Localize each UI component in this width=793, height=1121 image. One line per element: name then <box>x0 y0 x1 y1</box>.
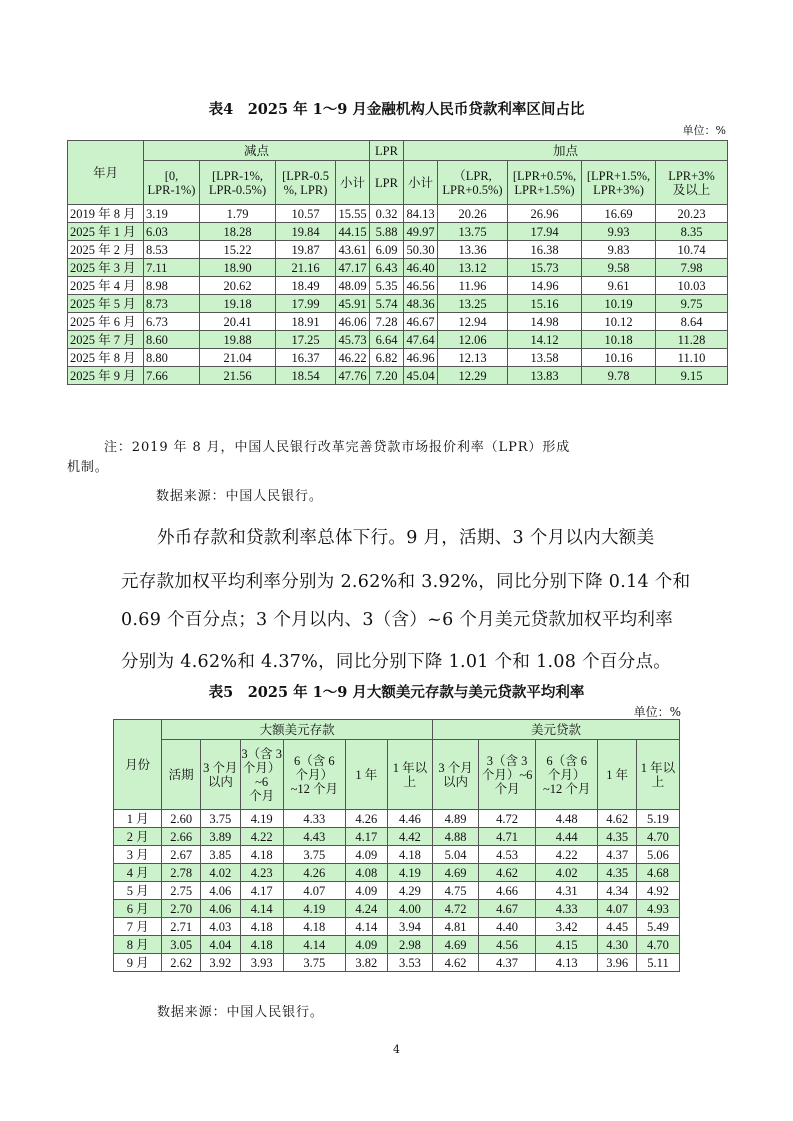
table5-cell: 4.09 <box>345 882 387 900</box>
table4-note-line2: 机制。 <box>67 460 109 475</box>
table-row <box>114 810 680 828</box>
table4-cell: 49.97 <box>404 223 438 241</box>
table5-cell: 2.60 <box>162 810 201 828</box>
table4-cell: 13.58 <box>508 349 582 367</box>
paragraph-line4: 分别为 4.62%和 4.37%，同比分别下降 1.01 个和 1.08 个百分点。 <box>121 652 672 672</box>
table4-cell: 47.17 <box>336 259 370 277</box>
table4-cell: 15.55 <box>336 205 370 223</box>
table5-cell: 4.69 <box>432 864 478 882</box>
table4-cell: 46.56 <box>404 277 438 295</box>
table4-cell: 6.03 <box>144 223 200 241</box>
table4-cell: 18.28 <box>200 223 276 241</box>
table4-cell: 19.18 <box>200 295 276 313</box>
table5-cell: 2.98 <box>387 936 432 954</box>
table5-cell: 4.18 <box>240 846 283 864</box>
table4-cell: 20.41 <box>200 313 276 331</box>
table5-cell: 4.70 <box>636 936 679 954</box>
table5-cell: 5.49 <box>636 918 679 936</box>
table4-cell: 45.91 <box>336 295 370 313</box>
table4-cell: 5.88 <box>370 223 404 241</box>
table4-cell: 0.32 <box>370 205 404 223</box>
table5-cell: 4.68 <box>636 864 679 882</box>
table4-cell: 46.96 <box>404 349 438 367</box>
table-row <box>68 331 728 349</box>
table4-cell: 7.28 <box>370 313 404 331</box>
table5-cell: 4.42 <box>387 828 432 846</box>
table5-cell: 4.92 <box>636 882 679 900</box>
table4-col-header: （LPR, LPR+0.5%) <box>438 161 508 205</box>
table4-cell: 43.61 <box>336 241 370 259</box>
table4-cell: 21.16 <box>276 259 336 277</box>
table5-loan-col-header: 1 年以 上 <box>636 740 679 810</box>
table4-col-header: 小计 <box>336 161 370 205</box>
table5-cell: 4.26 <box>345 810 387 828</box>
table5-cell: 4.89 <box>432 810 478 828</box>
table4-cell: 10.03 <box>656 277 728 295</box>
table4-cell: 9.78 <box>582 367 656 385</box>
table5-header-loan: 美元贷款 <box>432 720 679 740</box>
table4-cell: 45.73 <box>336 331 370 349</box>
table5-cell: 3.93 <box>240 954 283 972</box>
table4-cell: 14.12 <box>508 331 582 349</box>
table5-cell: 2.67 <box>162 846 201 864</box>
table5-cell: 4.31 <box>536 882 598 900</box>
table4-cell: 6.82 <box>370 349 404 367</box>
table5-cell: 4.72 <box>432 900 478 918</box>
table5-cell: 2.71 <box>162 918 201 936</box>
table5-cell: 4.23 <box>240 864 283 882</box>
table5-cell: 4.62 <box>432 954 478 972</box>
table4-cell: 8.64 <box>656 313 728 331</box>
table5-cell: 4.07 <box>283 882 345 900</box>
table5-cell: 3.75 <box>283 954 345 972</box>
table4-cell: 17.25 <box>276 331 336 349</box>
table5-deposit-col-header: 6（含 6 个月） ~12 个月 <box>283 740 345 810</box>
table5-cell: 4.09 <box>345 846 387 864</box>
table5-cell: 4.33 <box>283 810 345 828</box>
table5-header-deposit: 大额美元存款 <box>162 720 433 740</box>
table4-cell: 6.73 <box>144 313 200 331</box>
table5-cell: 4.14 <box>345 918 387 936</box>
table5-cell: 4.00 <box>387 900 432 918</box>
table5-row-month: 1 月 <box>114 810 162 828</box>
table-row <box>114 900 680 918</box>
table4-cell: 7.66 <box>144 367 200 385</box>
paragraph-line1: 外币存款和贷款利率总体下行。9 月，活期、3 个月以内大额美 <box>157 528 655 548</box>
table5-deposit-col-header: 1 年 <box>345 740 387 810</box>
table5-cell: 2.62 <box>162 954 201 972</box>
table4-header-reduce: 减点 <box>144 141 370 161</box>
table5-loan-col-header: 1 年 <box>598 740 637 810</box>
table5-row-month: 4 月 <box>114 864 162 882</box>
table4-row-month: 2025 年 3 月 <box>68 259 144 277</box>
table5-cell: 4.53 <box>479 846 536 864</box>
table4-cell: 47.64 <box>404 331 438 349</box>
table5-cell: 4.62 <box>479 864 536 882</box>
table5-cell: 5.11 <box>636 954 679 972</box>
table5-cell: 3.53 <box>387 954 432 972</box>
table4-cell: 45.04 <box>404 367 438 385</box>
table4-cell: 7.98 <box>656 259 728 277</box>
table4-cell: 8.35 <box>656 223 728 241</box>
table4-row-month: 2025 年 1 月 <box>68 223 144 241</box>
table5-cell: 4.02 <box>536 864 598 882</box>
table4-cell: 6.64 <box>370 331 404 349</box>
table-row <box>114 918 680 936</box>
table-row <box>68 277 728 295</box>
table4-cell: 12.94 <box>438 313 508 331</box>
table5-cell: 4.18 <box>283 918 345 936</box>
table4-row-month: 2019 年 8 月 <box>68 205 144 223</box>
table4-cell: 9.15 <box>656 367 728 385</box>
table4-cell: 13.12 <box>438 259 508 277</box>
table5-loan-col-header: 6（含 6 个月） ~12 个月 <box>536 740 598 810</box>
table4-cell: 21.04 <box>200 349 276 367</box>
table5-cell: 4.40 <box>479 918 536 936</box>
table5-cell: 4.03 <box>200 918 240 936</box>
table4-cell: 48.09 <box>336 277 370 295</box>
table4-cell: 15.73 <box>508 259 582 277</box>
table4-col-header: [LPR+0.5%, LPR+1.5%) <box>508 161 582 205</box>
table4-row-month: 2025 年 6 月 <box>68 313 144 331</box>
table5-cell: 3.85 <box>200 846 240 864</box>
table4-cell: 9.83 <box>582 241 656 259</box>
table5-cell: 4.14 <box>283 936 345 954</box>
table5-cell: 2.78 <box>162 864 201 882</box>
table4-header-month: 年月 <box>68 141 144 205</box>
table4-cell: 11.96 <box>438 277 508 295</box>
table4-note-line1: 注：2019 年 8 月，中国人民银行改革完善贷款市场报价利率（LPR）形成 <box>104 440 571 455</box>
table4-cell: 3.19 <box>144 205 200 223</box>
table-row <box>68 367 728 385</box>
table5-cell: 4.22 <box>240 828 283 846</box>
table4-cell: 7.20 <box>370 367 404 385</box>
table5-row-month: 5 月 <box>114 882 162 900</box>
table5-cell: 2.70 <box>162 900 201 918</box>
table5-cell: 4.43 <box>283 828 345 846</box>
table4-cell: 15.22 <box>200 241 276 259</box>
table4 <box>67 140 728 385</box>
table4-cell: 12.06 <box>438 331 508 349</box>
table5-cell: 4.30 <box>598 936 637 954</box>
table-row <box>114 846 680 864</box>
table5-row-month: 8 月 <box>114 936 162 954</box>
table4-col-header: [0, LPR-1%) <box>144 161 200 205</box>
table5-row-month: 6 月 <box>114 900 162 918</box>
page-number: 4 <box>393 1043 400 1056</box>
table5-cell: 4.37 <box>598 846 637 864</box>
table-row <box>68 259 728 277</box>
table5-cell: 4.37 <box>479 954 536 972</box>
table4-cell: 12.29 <box>438 367 508 385</box>
table5-cell: 5.19 <box>636 810 679 828</box>
table4-cell: 20.62 <box>200 277 276 295</box>
table5-cell: 4.02 <box>200 864 240 882</box>
table4-col-header: 小计 <box>404 161 438 205</box>
table5 <box>113 719 680 972</box>
table5-cell: 3.89 <box>200 828 240 846</box>
table5-cell: 4.34 <box>598 882 637 900</box>
table5-cell: 4.35 <box>598 864 637 882</box>
table4-cell: 18.90 <box>200 259 276 277</box>
table5-row-month: 2 月 <box>114 828 162 846</box>
table4-cell: 9.58 <box>582 259 656 277</box>
table4-row-month: 2025 年 5 月 <box>68 295 144 313</box>
table-row <box>114 882 680 900</box>
table5-cell: 4.08 <box>345 864 387 882</box>
table5-row-month: 3 月 <box>114 846 162 864</box>
table4-row-month: 2025 年 2 月 <box>68 241 144 259</box>
table4-cell: 21.56 <box>200 367 276 385</box>
table-row <box>68 313 728 331</box>
table4-cell: 8.73 <box>144 295 200 313</box>
table5-cell: 2.66 <box>162 828 201 846</box>
table4-cell: 9.61 <box>582 277 656 295</box>
table4-cell: 19.84 <box>276 223 336 241</box>
table5-cell: 4.69 <box>432 936 478 954</box>
table-row <box>114 828 680 846</box>
table5-cell: 3.82 <box>345 954 387 972</box>
table4-cell: 10.12 <box>582 313 656 331</box>
table5-cell: 4.46 <box>387 810 432 828</box>
table5-cell: 4.67 <box>479 900 536 918</box>
table5-cell: 4.13 <box>536 954 598 972</box>
table5-deposit-col-header: 1 年以 上 <box>387 740 432 810</box>
table5-cell: 4.81 <box>432 918 478 936</box>
table5-cell: 4.35 <box>598 828 637 846</box>
table4-cell: 14.98 <box>508 313 582 331</box>
table5-cell: 3.42 <box>536 918 598 936</box>
table5-cell: 3.75 <box>283 846 345 864</box>
table5-cell: 4.24 <box>345 900 387 918</box>
table4-cell: 10.19 <box>582 295 656 313</box>
table-row <box>68 241 728 259</box>
table4-cell: 10.74 <box>656 241 728 259</box>
table4-cell: 18.54 <box>276 367 336 385</box>
table5-cell: 5.04 <box>432 846 478 864</box>
table4-cell: 13.83 <box>508 367 582 385</box>
table5-cell: 4.17 <box>345 828 387 846</box>
table4-col-header: LPR <box>370 161 404 205</box>
table-row <box>68 223 728 241</box>
table4-cell: 50.30 <box>404 241 438 259</box>
table4-cell: 10.18 <box>582 331 656 349</box>
table5-cell: 4.04 <box>200 936 240 954</box>
table4-cell: 13.25 <box>438 295 508 313</box>
table4-cell: 26.96 <box>508 205 582 223</box>
table4-cell: 47.76 <box>336 367 370 385</box>
table4-header-lpr: LPR <box>370 141 404 161</box>
table4-cell: 17.94 <box>508 223 582 241</box>
table5-cell: 4.66 <box>479 882 536 900</box>
table4-cell: 13.36 <box>438 241 508 259</box>
table5-row-month: 9 月 <box>114 954 162 972</box>
table4-unit: 单位：% <box>682 124 726 137</box>
table4-col-header: [LPR+1.5%, LPR+3%) <box>582 161 656 205</box>
table5-header-month: 月份 <box>114 720 162 810</box>
table5-cell: 4.93 <box>636 900 679 918</box>
table5-loan-col-header: 3（含 3 个月）~6 个月 <box>479 740 536 810</box>
table4-row-month: 2025 年 4 月 <box>68 277 144 295</box>
table5-title: 表5 2025 年 1～9 月大额美元存款与美元贷款平均利率 <box>208 684 585 701</box>
table4-cell: 5.35 <box>370 277 404 295</box>
paragraph-line2: 元存款加权平均利率分别为 2.62%和 3.92%，同比分别下降 0.14 个和 <box>121 572 691 592</box>
table5-deposit-col-header: 活期 <box>162 740 201 810</box>
table4-cell: 20.23 <box>656 205 728 223</box>
table5-deposit-col-header: 3 个月 以内 <box>200 740 240 810</box>
table-row <box>114 864 680 882</box>
table4-cell: 11.28 <box>656 331 728 349</box>
table4-cell: 48.36 <box>404 295 438 313</box>
table4-col-header: LPR+3% 及以上 <box>656 161 728 205</box>
table5-cell: 2.75 <box>162 882 201 900</box>
table5-cell: 4.44 <box>536 828 598 846</box>
table5-cell: 4.22 <box>536 846 598 864</box>
table5-cell: 4.15 <box>536 936 598 954</box>
table5-cell: 4.26 <box>283 864 345 882</box>
table4-cell: 18.91 <box>276 313 336 331</box>
table5-row-month: 7 月 <box>114 918 162 936</box>
table4-row-month: 2025 年 9 月 <box>68 367 144 385</box>
table5-cell: 4.19 <box>240 810 283 828</box>
table4-cell: 8.60 <box>144 331 200 349</box>
table5-cell: 4.18 <box>240 918 283 936</box>
table5-cell: 5.06 <box>636 846 679 864</box>
table-row <box>68 205 728 223</box>
table4-row-month: 2025 年 7 月 <box>68 331 144 349</box>
table5-cell: 4.71 <box>479 828 536 846</box>
table4-cell: 1.79 <box>200 205 276 223</box>
table5-cell: 4.48 <box>536 810 598 828</box>
table5-cell: 3.96 <box>598 954 637 972</box>
table4-cell: 9.93 <box>582 223 656 241</box>
table5-cell: 3.94 <box>387 918 432 936</box>
table-row <box>114 936 680 954</box>
table5-cell: 4.62 <box>598 810 637 828</box>
table5-source: 数据来源：中国人民银行。 <box>157 1005 324 1020</box>
table5-cell: 4.18 <box>240 936 283 954</box>
table5-cell: 4.19 <box>387 864 432 882</box>
table5-cell: 4.56 <box>479 936 536 954</box>
table4-cell: 8.98 <box>144 277 200 295</box>
table4-cell: 12.13 <box>438 349 508 367</box>
table4-cell: 11.10 <box>656 349 728 367</box>
table4-cell: 9.75 <box>656 295 728 313</box>
table4-cell: 16.69 <box>582 205 656 223</box>
table4-source: 数据来源：中国人民银行。 <box>156 489 323 504</box>
table-row <box>114 954 680 972</box>
table4-col-header: [LPR-1%, LPR-0.5%) <box>200 161 276 205</box>
table4-cell: 13.75 <box>438 223 508 241</box>
table4-cell: 46.40 <box>404 259 438 277</box>
table4-cell: 10.57 <box>276 205 336 223</box>
table5-cell: 3.05 <box>162 936 201 954</box>
table4-cell: 44.15 <box>336 223 370 241</box>
table5-cell: 4.88 <box>432 828 478 846</box>
table5-loan-col-header: 3 个月 以内 <box>432 740 478 810</box>
table4-cell: 5.74 <box>370 295 404 313</box>
table5-cell: 4.17 <box>240 882 283 900</box>
table4-cell: 7.11 <box>144 259 200 277</box>
table5-cell: 4.14 <box>240 900 283 918</box>
table5-cell: 3.92 <box>200 954 240 972</box>
table4-cell: 46.06 <box>336 313 370 331</box>
table4-cell: 19.87 <box>276 241 336 259</box>
table5-unit: 单位：% <box>633 705 681 719</box>
table4-cell: 16.38 <box>508 241 582 259</box>
table4-col-header: [LPR-0.5 %, LPR) <box>276 161 336 205</box>
table5-cell: 4.19 <box>283 900 345 918</box>
table4-cell: 19.88 <box>200 331 276 349</box>
table4-cell: 46.67 <box>404 313 438 331</box>
table4-header-add: 加点 <box>404 141 728 161</box>
table5-cell: 4.18 <box>387 846 432 864</box>
table4-cell: 14.96 <box>508 277 582 295</box>
table4-cell: 8.80 <box>144 349 200 367</box>
table5-cell: 4.45 <box>598 918 637 936</box>
table5-cell: 4.07 <box>598 900 637 918</box>
table-row <box>68 295 728 313</box>
table4-cell: 15.16 <box>508 295 582 313</box>
table5-cell: 4.06 <box>200 882 240 900</box>
table5-cell: 3.75 <box>200 810 240 828</box>
table5-deposit-col-header: 3（含 3 个月）~6 个月 <box>240 740 283 810</box>
table5-cell: 4.33 <box>536 900 598 918</box>
table-row <box>68 349 728 367</box>
table5-cell: 4.29 <box>387 882 432 900</box>
table4-cell: 6.43 <box>370 259 404 277</box>
table4-cell: 20.26 <box>438 205 508 223</box>
table5-cell: 4.06 <box>200 900 240 918</box>
table4-cell: 84.13 <box>404 205 438 223</box>
paragraph-line3: 0.69 个百分点；3 个月以内、3（含）~6 个月美元贷款加权平均利率 <box>121 610 674 630</box>
table4-cell: 10.16 <box>582 349 656 367</box>
table4-cell: 18.49 <box>276 277 336 295</box>
table4-row-month: 2025 年 8 月 <box>68 349 144 367</box>
table4-cell: 6.09 <box>370 241 404 259</box>
table5-cell: 4.09 <box>345 936 387 954</box>
table4-cell: 46.22 <box>336 349 370 367</box>
table4-cell: 17.99 <box>276 295 336 313</box>
table4-title: 表4 2025 年 1～9 月金融机构人民币贷款利率区间占比 <box>208 101 585 118</box>
table5-cell: 4.70 <box>636 828 679 846</box>
table5-cell: 4.72 <box>479 810 536 828</box>
table4-cell: 16.37 <box>276 349 336 367</box>
table4-cell: 8.53 <box>144 241 200 259</box>
table5-cell: 4.75 <box>432 882 478 900</box>
